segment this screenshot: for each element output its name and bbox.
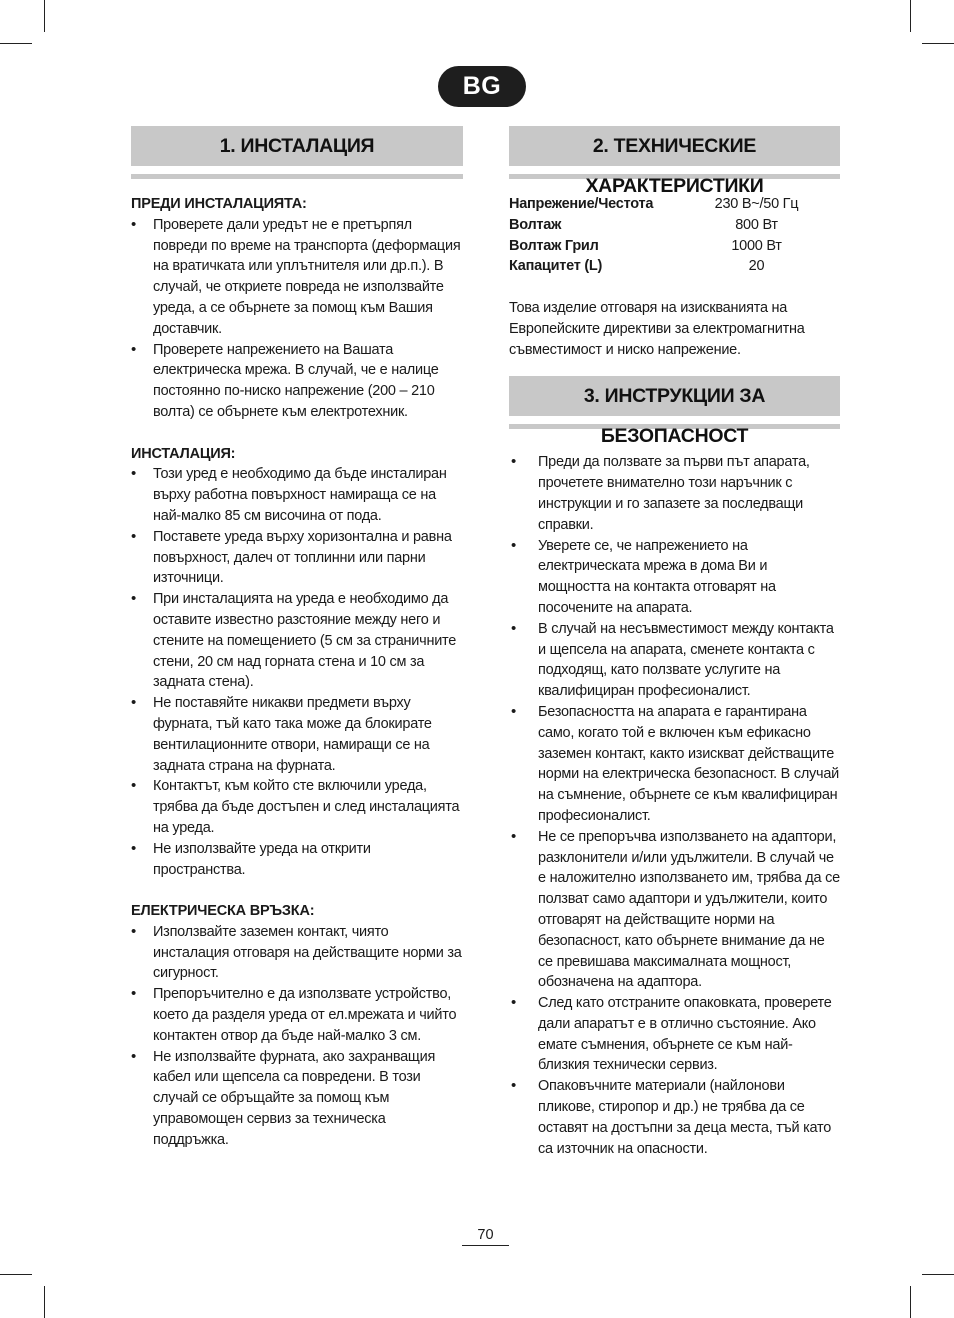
electrical-connection-list bbox=[131, 922, 463, 1151]
electrical-connection-title: ЕЛЕКТРИЧЕСКА ВРЪЗКА: bbox=[131, 903, 315, 920]
before-installation-title: ПРЕДИ ИНСТАЛАЦИЯТА: bbox=[131, 196, 307, 212]
before-installation-list bbox=[131, 215, 463, 423]
list-item: • Проверете напрежението на Вашата електрическа мрежа. В случай, че е налице постоянно по-ниско напрежение (200 – 210 волта) се обърнете към електротехник. bbox=[131, 340, 463, 423]
list-item: • Не се препоръчва използването на адаптори, разклонители и/или удължители. В случай че е наложително използването им, трябва да се ползват само адаптори и удължители, които отговарят на действащите норми на безопасност, като обърнете внимание да не се превишава максималната мощност, обозначена на адаптора. bbox=[509, 827, 841, 993]
crop-mark bbox=[922, 1274, 954, 1275]
list-item: • При инсталацията на уреда е необходимо да оставите известно разстояние между него и стените на помещението (5 см за страничните стени, 20 см над горната стена и 10 см за задната стена). bbox=[131, 589, 463, 693]
list-item: • Този уред е необходимо да бъде инсталиран върху работна повърхност намираща се на най-малко 85 см височина от пода. bbox=[131, 464, 463, 526]
page-number: 70 bbox=[462, 1226, 509, 1246]
specs-safety-column bbox=[509, 126, 841, 1159]
list-item: • Контактът, към който сте включили уреда, трябва да бъде достъпен и след инсталацията на уреда. bbox=[131, 776, 463, 838]
crop-mark bbox=[910, 1286, 911, 1318]
language-badge: BG bbox=[438, 66, 526, 107]
compliance-note: Това изделие отговаря на изискванията на Европейските директиви за електромагнитна съвместимост и ниско напрежение. bbox=[509, 299, 805, 358]
safety-heading: 3. ИНСТРУКЦИИ ЗА БЕЗОПАСНОСТ bbox=[509, 376, 840, 420]
spec-label: Напрежение/Честота bbox=[509, 196, 654, 212]
list-item: • След като отстраните опаковката, проверете дали апаратът е в отлично състояние. Ако емате съмнения, обърнете се към най-близкия технически сервиз. bbox=[509, 993, 841, 1076]
crop-mark bbox=[44, 0, 45, 32]
spec-label: Волтаж bbox=[509, 216, 562, 233]
installation-heading: 1. ИНСТАЛАЦИЯ bbox=[131, 126, 463, 170]
spec-value: 1000 Вт bbox=[731, 237, 782, 254]
list-item: • Използвайте заземен контакт, чиято инсталация отговаря на действащите норми за сигурност. bbox=[131, 922, 463, 984]
list-item: • Безопасността на апарата е гарантирана само, когато той е включен към ефикасно заземен контакт, както изискват действащите норми на електрическа безопасност. В случай на съмнение, обърнете се към квалифициран професионалист. bbox=[509, 702, 841, 827]
list-item: • В случай на несъвместимост между контакта и щепсела на апарата, сменете контакта с подходящ, като ползвате услугите на квалифициран професионалист. bbox=[509, 619, 841, 702]
crop-mark bbox=[0, 43, 32, 44]
list-item: • Препоръчително е да използвате устройство, което да разделя уреда от ел.мрежата и чийто контактен отвор да бъде най-малко 3 см. bbox=[131, 984, 463, 1046]
table-row bbox=[509, 215, 819, 236]
list-item: • Уверете се, че напрежението на електрическата мрежа в дома Ви и мощността на контакта отговарят на посочените на апарата. bbox=[509, 536, 841, 619]
safety-list bbox=[509, 452, 841, 1159]
list-item: • Не поставяйте никакви предмети върху фурната, тъй като така може да блокирате вентилационните отвори, намиращи се на задната страна на фурната. bbox=[131, 693, 463, 776]
crop-mark bbox=[922, 43, 954, 44]
table-row bbox=[509, 236, 819, 257]
crop-mark bbox=[910, 0, 911, 32]
list-item: • Преди да ползвате за първи път апарата, прочетете внимателно този наръчник с инструкции и го запазете за последващи справки. bbox=[509, 452, 841, 535]
installation-title: ИНСТАЛАЦИЯ: bbox=[131, 445, 236, 462]
list-item: • Не използвайте фурната, ако захранващия кабел или щепсела са повредени. В този случай се обръщайте за помощ към упpавомощен сервиз за техническа поддръжка. bbox=[131, 1047, 463, 1151]
spec-value: 230 В~/50 Гц bbox=[714, 196, 799, 212]
specs-table bbox=[509, 194, 819, 277]
crop-mark bbox=[0, 1274, 32, 1275]
list-item: • Поставете уреда върху хоризонтална и равна повърхност, далеч от топлинни или парни източници. bbox=[131, 527, 463, 589]
spec-value: 20 bbox=[748, 258, 765, 275]
installation-list bbox=[131, 464, 463, 880]
list-item: • Опаковъчните материали (найлонови пликове, стиропор и др.) не трябва да се оставят на достъпни за деца места, тъй като са източник на опасности. bbox=[509, 1076, 841, 1159]
installation-column bbox=[131, 126, 463, 1151]
list-item: • Проверете дали уредът не е претърпял повреди по време на транспорта (деформация на вратичката или уплътнителя или др.п.). В случай, че откриете повреда не използвайте уреда, а се обърнете за помощ към Вашия доставчик. bbox=[131, 215, 463, 340]
spec-value: 800 Вт bbox=[735, 216, 778, 233]
list-item: • Не използвайте уреда на открити пространства. bbox=[131, 839, 463, 881]
spec-label: Капацитет (L) bbox=[509, 258, 603, 275]
technical-heading: 2. ТЕХНИЧЕСКИЕ ХАРАКТЕРИСТИКИ bbox=[509, 126, 840, 170]
spec-label: Волтаж Грил bbox=[509, 237, 599, 254]
crop-mark bbox=[44, 1286, 45, 1318]
table-row bbox=[509, 256, 819, 277]
